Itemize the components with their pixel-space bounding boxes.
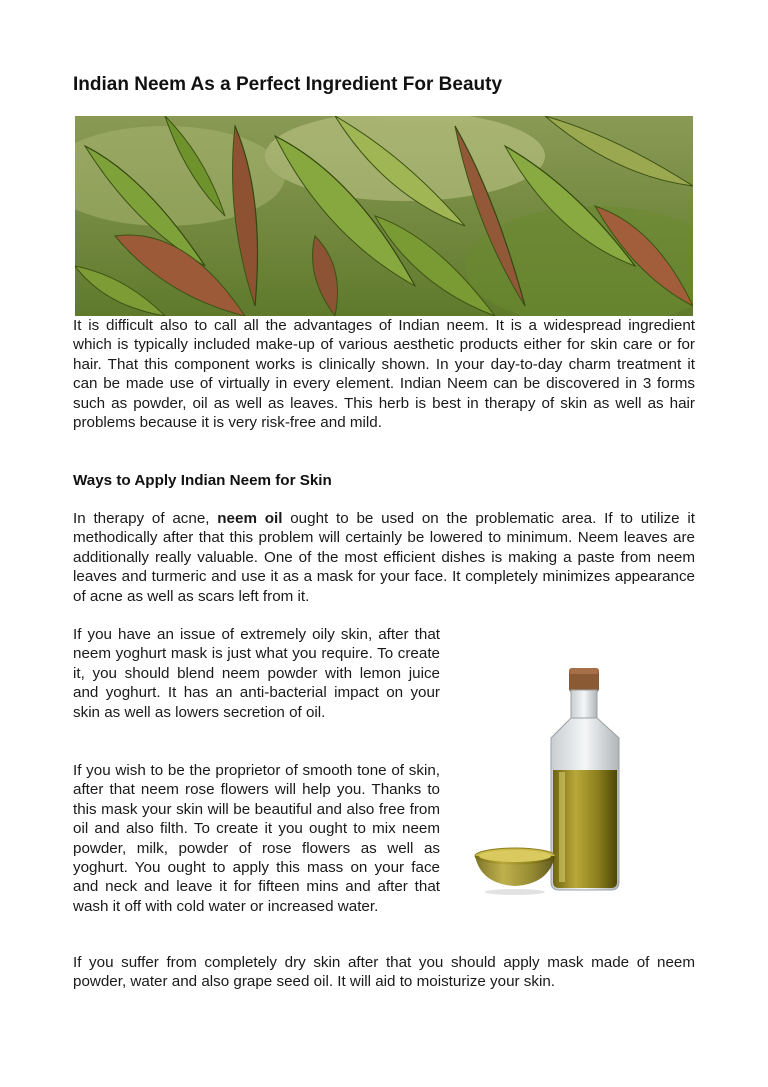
- neem-oil-term: neem oil: [217, 510, 283, 527]
- dry-skin-paragraph: If you suffer from completely dry skin after that you should apply mask made of neem powder, water and also grape seed oil. It will aid to moisturize your skin.: [73, 954, 695, 991]
- oil-bottle-image: [473, 660, 643, 900]
- oily-skin-paragraph: If you have an issue of extremely oily skin, after that neem yoghurt mask is just what you require. To create it, you should blend neem powder with lemon juice and yoghurt. It has an anti-bacterial impact on your skin as well as lowers secretion of oil.: [73, 626, 440, 721]
- intro-paragraph: It is difficult also to call all the advantages of Indian neem. It is a widespread ingredient which is typically included make-up of various aesthetic products either for skin care or for hair. That this component works is clinically shown. In your day-to-day charm treatment it can be made use of virtually in every element. Indian Neem can be discovered in 3 forms such as powder, oil as well as leaves. This herb is best in therapy of skin as well as hair problems because it is very risk-free and mild.: [73, 317, 695, 432]
- acne-text-start: In therapy of acne,: [73, 510, 218, 527]
- smooth-tone-paragraph: If you wish to be the proprietor of smooth tone of skin, after that neem rose flowers will help you. Thanks to this mask your skin will be beautiful and also free from oil and also filth. To create it you ought to mix neem powder, milk, powder of rose flowers as well as yoghurt. You ought to apply this mass on your face and neck and leave it for fifteen mins and after that wash it off with cold water or increased water.: [73, 762, 440, 915]
- neem-leaves-image: [75, 116, 693, 316]
- page-title: Indian Neem As a Perfect Ingredient For Beauty: [73, 74, 503, 95]
- acne-text-rest: ought to be used on the problematic area. If to utilize it methodically after that this problem will certainly be lowered to minimum. Neem leaves are additionally really valuable. One of the most efficient dishes is making a paste from neem leaves and turmeric and use it as a mask for your face. It completely minimizes appearance of acne as well as scars left from it.: [73, 510, 695, 605]
- section-heading: Ways to Apply Indian Neem for Skin: [73, 472, 332, 489]
- acne-paragraph: [73, 509, 695, 606]
